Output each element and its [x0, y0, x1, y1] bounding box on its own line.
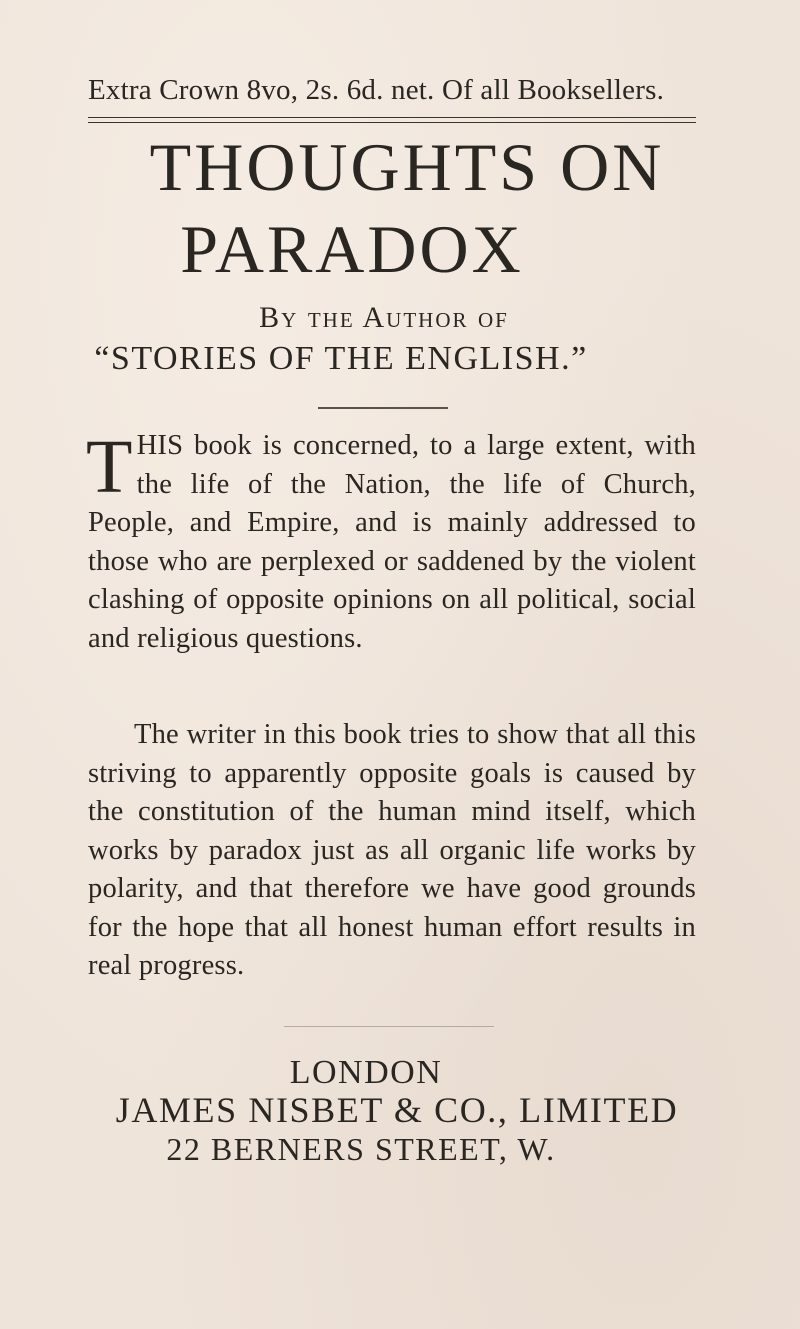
imprint-city: LONDON: [289, 1054, 443, 1091]
book-title-line-2: PARADOX: [180, 211, 524, 287]
book-title-line-1: THOUGHTS ON: [149, 129, 665, 205]
section-divider-rule: [318, 407, 448, 409]
byline-previous-work: “STORIES OF THE ENGLISH.”: [94, 340, 588, 377]
imprint-address: 22 BERNERS STREET, W.: [166, 1131, 556, 1167]
paragraph-1-text: HIS book is concerned, to a large extent, with the life of the Nation, the life of Church, People, and Empire, and is mainly addressed to those who are perplexed or saddened by the violent clashing of opposite opinions on all political, social and religious questions.: [88, 430, 696, 654]
drop-cap-letter: T: [86, 425, 133, 509]
header-double-rule: [88, 117, 696, 123]
byline-author-credit: By the Author of: [259, 301, 509, 334]
price-line: Extra Crown 8vo, 2s. 6d. net. Of all Booksellers.: [88, 74, 665, 106]
description-paragraph-1: [88, 427, 696, 658]
imprint-divider-rule: [284, 1026, 494, 1027]
description-paragraph-2: The writer in this book tries to show that all this striving to apparently opposite goals is caused by the constitution of the human mind itself, which works by paradox just as all organic life works by polarity, and that therefore we have good grounds for the hope that all honest human effort results in real progress.: [88, 719, 696, 981]
imprint-publisher: JAMES NISBET & CO., LIMITED: [115, 1090, 679, 1130]
